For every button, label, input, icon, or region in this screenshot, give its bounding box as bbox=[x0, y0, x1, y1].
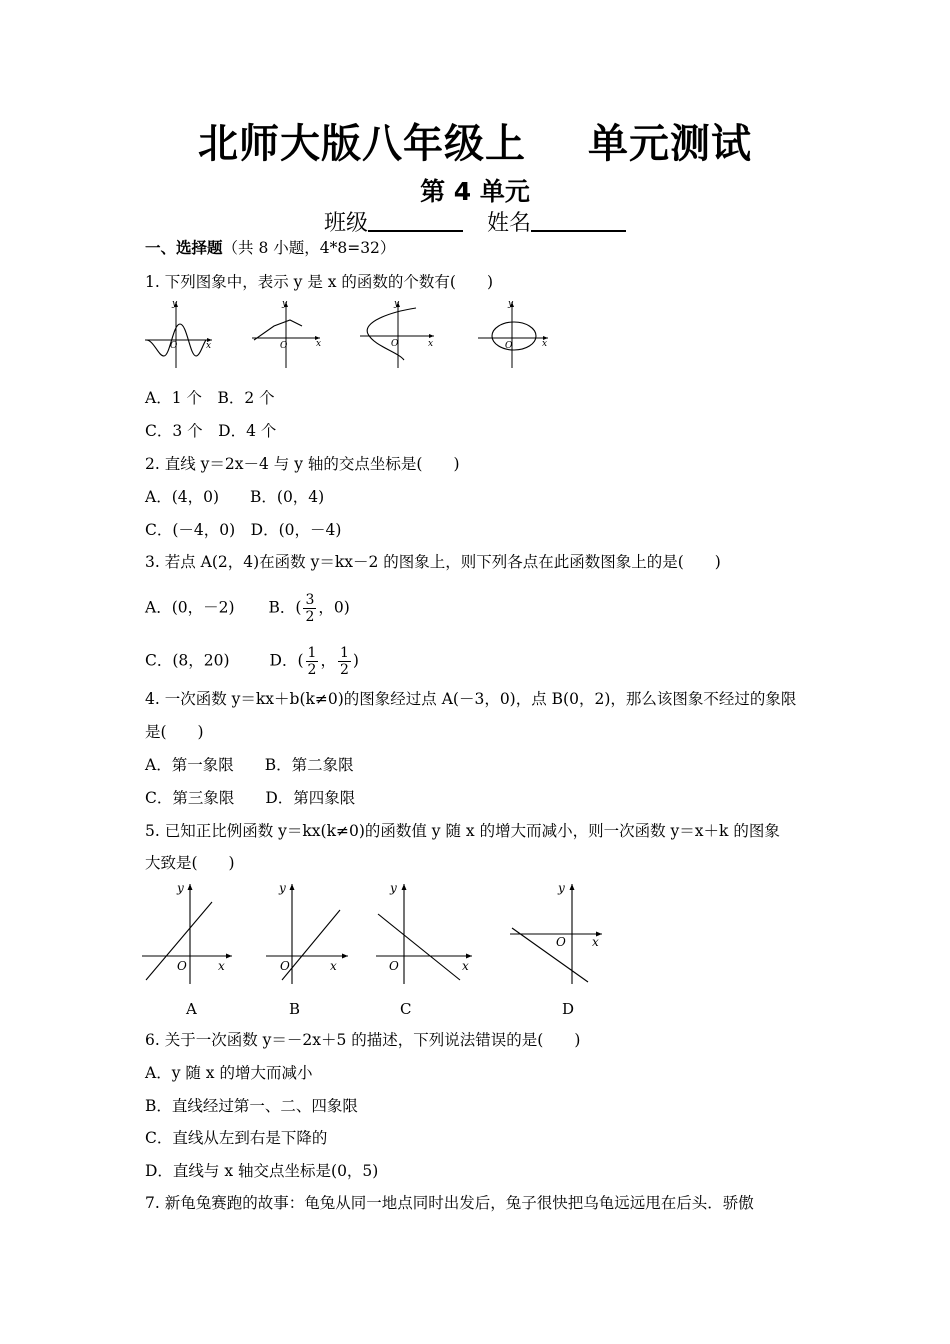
name-label: 姓名 bbox=[487, 211, 532, 236]
q1-graph-3 bbox=[360, 299, 434, 368]
q5-c-x-label: x bbox=[462, 959, 469, 973]
section-note: （共 8 小题，4*8=32） bbox=[222, 239, 396, 257]
q1-graph-2 bbox=[252, 299, 321, 368]
q5-a-x-label: x bbox=[218, 959, 225, 973]
section-label: 一、选择题 bbox=[145, 239, 223, 257]
q5-c-y-label: y bbox=[390, 881, 397, 895]
unit-subtitle: 第 4 单元 bbox=[420, 177, 530, 206]
q4-stem-line2: 是( ) bbox=[145, 723, 204, 741]
q2-options-cd: C．(－4，0) D．(0，－4) bbox=[145, 521, 342, 539]
q1-g1-x-label: x bbox=[206, 341, 212, 351]
q5-b-origin: O bbox=[280, 959, 290, 973]
q4-stem-line1: 4. 一次函数 y＝kx＋b(k≠0)的图象经过点 A(－3，0)，点 B(0，2)，那么该图象不经过的象限 bbox=[145, 690, 797, 708]
q5-a-origin: O bbox=[177, 959, 187, 973]
q1-g4-x-label: x bbox=[542, 339, 548, 349]
q5-graph-a bbox=[142, 881, 232, 984]
q2-options-ab: A．(4，0) B．(0，4) bbox=[145, 488, 325, 506]
q5-stem-line1: 5. 已知正比例函数 y＝kx(k≠0)的函数值 y 随 x 的增大而减小，则一次函数 y＝x＋k 的图象 bbox=[145, 822, 780, 840]
q5-d-origin: O bbox=[556, 935, 566, 949]
q1-stem: 1. 下列图象中，表示 y 是 x 的函数的个数有( ) bbox=[145, 273, 494, 291]
q6-option-d: D．直线与 x 轴交点坐标是(0，5) bbox=[145, 1162, 379, 1180]
q5-d-x-label: x bbox=[592, 935, 599, 949]
q3-option-d-suffix: ) bbox=[352, 651, 359, 670]
q4-options-ab: A．第一象限 B．第二象限 bbox=[145, 756, 354, 774]
q1-g2-origin: O bbox=[280, 341, 288, 351]
q1-options-cd: C．3 个 D．4 个 bbox=[145, 422, 277, 440]
q3-option-b-prefix: B．( bbox=[268, 598, 302, 617]
q3-options-cd: C．(8，20) D．( $\frac{1}{2}$ ， $\frac{1}{2}$ ) bbox=[145, 645, 359, 678]
student-info-line bbox=[0, 206, 950, 237]
q1-g4-origin: O bbox=[505, 341, 513, 351]
q3-options-ab bbox=[145, 592, 350, 625]
q3-option-c: C．(8，20) bbox=[145, 651, 230, 670]
title-part-a: 北师大版八年级上 bbox=[198, 121, 526, 167]
q1-g1-origin: O bbox=[170, 341, 178, 351]
q3-option-a: A．(0，－2) bbox=[145, 598, 235, 617]
q3-option-b-suffix: ，0) bbox=[318, 598, 350, 617]
title-part-b: 单元测试 bbox=[588, 121, 752, 167]
q3-option-d-fraction-1: $\frac{1}{2}$ bbox=[307, 645, 317, 678]
q5-label-a: A bbox=[186, 1000, 197, 1018]
q1-g3-x-label: x bbox=[428, 339, 434, 349]
class-blank bbox=[368, 210, 463, 232]
q6-stem: 6. 关于一次函数 y＝－2x＋5 的描述，下列说法错误的是( ) bbox=[145, 1031, 581, 1049]
q5-stem-line2: 大致是( ) bbox=[145, 854, 235, 872]
q2-stem: 2. 直线 y＝2x－4 与 y 轴的交点坐标是( ) bbox=[145, 455, 460, 473]
q1-g3-y-label: y bbox=[394, 299, 400, 309]
q3-option-d-prefix: D．( bbox=[269, 651, 304, 670]
q5-graph-b bbox=[266, 881, 348, 984]
q5-a-y-label: y bbox=[177, 881, 184, 895]
q3-option-b-fraction: $\frac{3}{2}$ bbox=[305, 592, 315, 625]
q5-b-x-label: x bbox=[330, 959, 337, 973]
q4-options-cd: C．第三象限 D．第四象限 bbox=[145, 789, 356, 807]
q6-option-b: B．直线经过第一、二、四象限 bbox=[145, 1097, 358, 1115]
q1-g1-y-label: y bbox=[172, 299, 178, 309]
q5-b-y-label: y bbox=[279, 881, 286, 895]
q6-option-c: C．直线从左到右是下降的 bbox=[145, 1129, 328, 1147]
q1-graphs bbox=[140, 298, 560, 370]
q1-graph-1 bbox=[145, 299, 212, 368]
page-title bbox=[0, 112, 950, 169]
q1-options-ab: A．1 个 B．2 个 bbox=[145, 389, 275, 407]
name-blank bbox=[531, 210, 626, 232]
q6-option-a: A．y 随 x 的增大而减小 bbox=[145, 1064, 313, 1082]
q5-label-b: B bbox=[289, 1000, 301, 1018]
q1-g2-x-label: x bbox=[316, 339, 322, 349]
q5-label-d: D bbox=[562, 1000, 575, 1018]
q7-stem: 7. 新龟兔赛跑的故事：龟兔从同一地点同时出发后，兔子很快把乌龟远远甩在后头．骄傲 bbox=[145, 1194, 754, 1212]
q5-graphs bbox=[140, 880, 610, 990]
q1-graph-4 bbox=[478, 299, 548, 368]
q5-graph-c bbox=[376, 881, 472, 984]
q1-g3-origin: O bbox=[391, 339, 399, 349]
q5-label-c: C bbox=[400, 1000, 412, 1018]
class-label: 班级 bbox=[323, 211, 368, 236]
q1-g4-y-label: y bbox=[508, 299, 514, 309]
q3-option-d-fraction-2: $\frac{1}{2}$ bbox=[339, 645, 349, 678]
section-heading bbox=[145, 238, 395, 258]
q3-stem: 3. 若点 A(2，4)在函数 y＝kx－2 的图象上，则下列各点在此函数图象上的是( ) bbox=[145, 553, 721, 571]
q5-c-origin: O bbox=[389, 959, 399, 973]
q1-g2-y-label: y bbox=[282, 299, 288, 309]
q5-graph-d bbox=[510, 881, 602, 984]
q5-d-y-label: y bbox=[558, 881, 565, 895]
